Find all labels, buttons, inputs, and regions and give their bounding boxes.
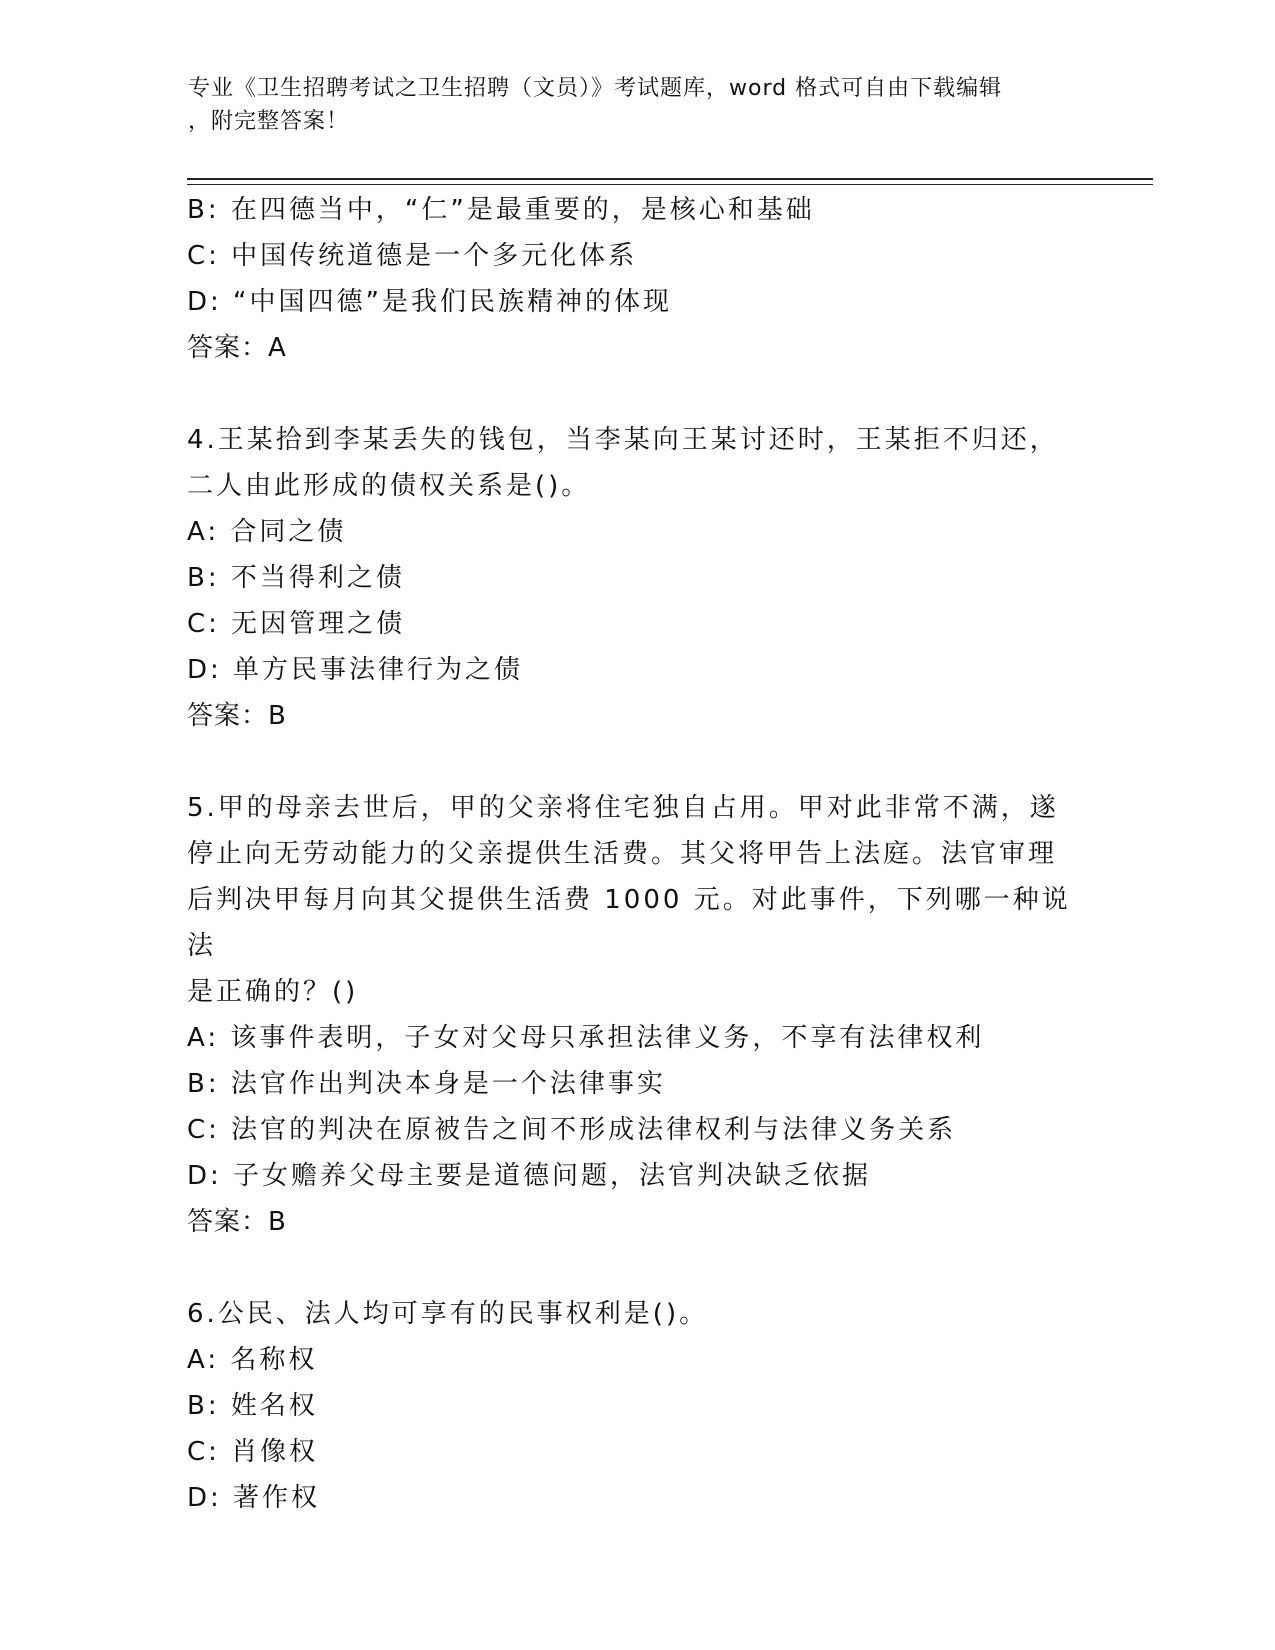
- question-4: [187, 417, 1087, 739]
- header-line-1: 专业《卫生招聘考试之卫生招聘（文员）》考试题库，word 格式可自由下载编辑: [188, 76, 1003, 101]
- option-b: B: 在四德当中，“仁”是最重要的，是核心和基础: [187, 195, 815, 225]
- question-stem-line: 6.公民、法人均可享有的民事权利是()。: [187, 1299, 709, 1329]
- option-d: D: 著作权: [187, 1483, 321, 1513]
- option-c: C: 法官的判决在原被告之间不形成法律权利与法律义务关系: [187, 1115, 957, 1145]
- option-b: B: 不当得利之债: [187, 563, 405, 593]
- header-line-2: ，附完整答案！: [188, 109, 350, 134]
- question-stem-line: 停止向无劳动能力的父亲提供生活费。其父将甲告上法庭。法官审理: [187, 839, 1058, 869]
- option-c: C: 中国传统道德是一个多元化体系: [187, 241, 638, 271]
- answer: 答案：A: [187, 333, 287, 363]
- option-a: A: 合同之债: [187, 517, 347, 547]
- answer: 答案：B: [187, 701, 287, 731]
- question-5: [187, 785, 1087, 1245]
- question-6: [187, 1291, 1087, 1521]
- question-list: [187, 187, 1087, 1521]
- question-stem-line: 是正确的？(): [187, 977, 359, 1007]
- answer: 答案：B: [187, 1207, 287, 1237]
- question-stem-line: 后判决甲每月向其父提供生活费 1000 元。对此事件，下列哪一种说法: [187, 885, 1071, 961]
- question-stem-line: 二人由此形成的债权关系是()。: [187, 471, 591, 501]
- option-d: D: 单方民事法律行为之债: [187, 655, 524, 685]
- header-divider-thick: [187, 178, 1153, 180]
- option-b: B: 姓名权: [187, 1391, 318, 1421]
- document-header: [188, 72, 1088, 138]
- header-divider-thin: [187, 184, 1153, 185]
- option-c: C: 无因管理之债: [187, 609, 406, 639]
- option-a: A: 该事件表明，子女对父母只承担法律义务，不享有法律权利: [187, 1023, 985, 1053]
- question-stem-line: 4.王某拾到李某丢失的钱包，当李某向王某讨还时，王某拒不归还，: [187, 425, 1059, 455]
- option-c: C: 肖像权: [187, 1437, 319, 1467]
- option-a: A: 名称权: [187, 1345, 318, 1375]
- option-b: B: 法官作出判决本身是一个法律事实: [187, 1069, 666, 1099]
- question-3: [187, 187, 1087, 371]
- question-stem-line: 5.甲的母亲去世后，甲的父亲将住宅独自占用。甲对此非常不满，遂: [187, 793, 1059, 823]
- option-d: D: 子女赡养父母主要是道德问题，法官判决缺乏依据: [187, 1161, 872, 1191]
- option-d: D: “中国四德”是我们民族精神的体现: [187, 287, 672, 317]
